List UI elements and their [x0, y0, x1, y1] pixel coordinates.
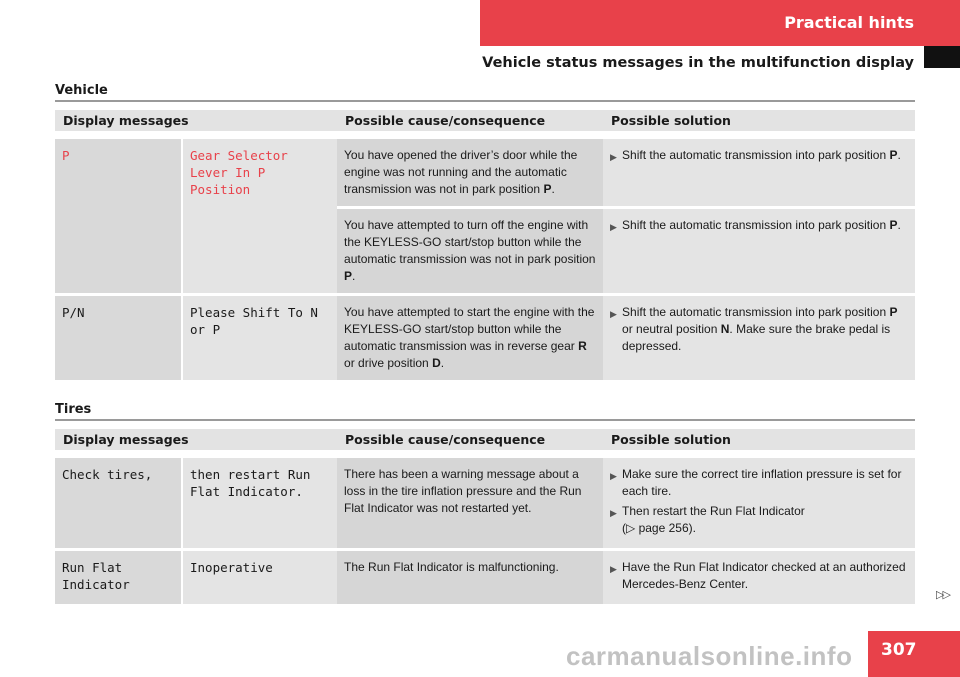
- display-message: then restart Run Flat Indicator.: [183, 458, 337, 551]
- chapter-title: Practical hints: [784, 13, 914, 32]
- page-number: 307: [881, 640, 917, 660]
- cause-cell: You have opened the driver’s door while the engine was not running and the automatic transmission was not in park position P.: [337, 139, 603, 209]
- solution-cell: [603, 458, 915, 551]
- vehicle-table: [55, 110, 915, 383]
- tires-header-row: [55, 429, 915, 458]
- cause-cell: The Run Flat Indicator is malfunctioning.: [337, 551, 603, 607]
- solution-item: ▶ Make sure the correct tire inflation pressure is set for each tire.: [610, 467, 902, 498]
- display-message: Gear Selector Lever In P Position: [183, 139, 337, 296]
- solution-item: ▶ Have the Run Flat Indicator checked at an authorized Mercedes-Benz Center.: [610, 560, 906, 591]
- vehicle-heading: Vehicle: [55, 83, 108, 98]
- display-code: P: [55, 139, 183, 296]
- solution-cell: [603, 551, 915, 607]
- table-row: [55, 551, 915, 607]
- bullet-triangle-icon: ▶: [610, 309, 617, 319]
- solution-cell: [603, 296, 915, 383]
- solution-item: ▶ Shift the automatic transmission into park position P or neutral position N. Make sure the brake pedal is depressed.: [610, 305, 898, 353]
- table-row: [55, 139, 915, 209]
- column-header-cause: Possible cause/consequence: [337, 429, 603, 458]
- bullet-triangle-icon: ▶: [610, 152, 617, 162]
- bullet-triangle-icon: ▶: [610, 222, 617, 232]
- solution-item: ▶ Shift the automatic transmission into park position P.: [610, 147, 909, 164]
- solution-item: ▶ Then restart the Run Flat Indicator (▷ page 256).: [610, 504, 805, 535]
- column-header-display: Display messages: [55, 429, 337, 458]
- column-header-cause: Possible cause/consequence: [337, 110, 603, 139]
- bullet-triangle-icon: ▶: [610, 471, 617, 481]
- tires-rule: [55, 419, 915, 421]
- continued-icon: ▷▷: [936, 589, 949, 601]
- tires-table: [55, 429, 915, 607]
- vehicle-rule: [55, 100, 915, 102]
- solution-cell: [603, 209, 915, 296]
- table-row: [55, 296, 915, 383]
- solution-item: ▶ Shift the automatic transmission into park position P.: [610, 217, 909, 234]
- column-header-solution: Possible solution: [603, 110, 915, 139]
- display-code: P/N: [55, 296, 183, 383]
- solution-cell: [603, 139, 915, 209]
- bullet-triangle-icon: ▶: [610, 508, 617, 518]
- tires-heading: Tires: [55, 402, 92, 417]
- table-row: [55, 458, 915, 551]
- cause-cell: You have attempted to start the engine with the KEYLESS-GO start/stop button while the automatic transmission was in reverse gear R or drive position D.: [337, 296, 603, 383]
- section-marker: [924, 46, 960, 68]
- section-title: Vehicle status messages in the multifunction display: [482, 55, 914, 71]
- display-code: Check tires,: [55, 458, 183, 551]
- cause-cell: There has been a warning message about a loss in the tire inflation pressure and the Run Flat Indicator was not restarted yet.: [337, 458, 603, 551]
- column-header-display: Display messages: [55, 110, 337, 139]
- page-reference[interactable]: (▷ page 256).: [622, 521, 696, 535]
- bullet-triangle-icon: ▶: [610, 564, 617, 574]
- cause-cell: You have attempted to turn off the engine with the KEYLESS-GO start/stop button while the automatic transmission was not in park position P.: [337, 209, 603, 296]
- watermark: carmanualsonline.info: [566, 641, 853, 671]
- display-code: Run Flat Indicator: [55, 551, 183, 607]
- column-header-solution: Possible solution: [603, 429, 915, 458]
- vehicle-header-row: [55, 110, 915, 139]
- display-message: Inoperative: [183, 551, 337, 607]
- display-message: Please Shift To N or P: [183, 296, 337, 383]
